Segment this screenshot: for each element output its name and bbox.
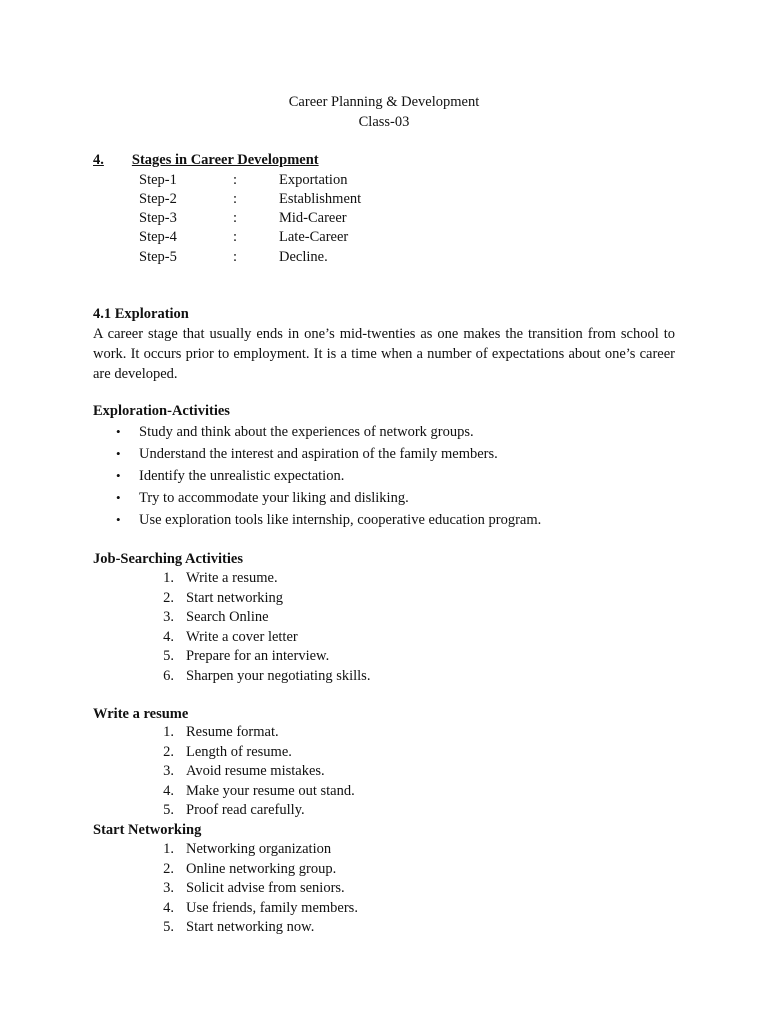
write-resume-heading: Write a resume [93,706,189,722]
bullet-icon: • [116,424,121,439]
step-label: Step-4 [139,229,177,245]
step-separator: : [233,229,238,245]
step-name: Decline. [279,249,328,265]
step-row [0,228,768,247]
section-number: 4. Stages in Career Development [93,152,319,168]
step-label: Step-5 [139,249,177,265]
start-networking-heading: Start Networking [93,822,202,838]
step-separator: : [233,172,238,188]
step-name: Late-Career [279,229,349,245]
bullet-icon: • [116,490,121,505]
step-label: Step-3 [139,210,177,226]
step-row [0,248,768,267]
section-heading: Stages in Career Development [131,152,319,168]
step-label: Step-1 [139,172,177,188]
step-row [0,171,768,190]
step-label: Step-2 [139,191,177,207]
document-page: Career Planning & Development Class-03 4. Stages in Career Development Step-1 : Exportation Step-2 : Establishment Step-3 : Mid-Career Step-4 : Late-Career Step-5 : Decline. 4.1 Exploration A career stage that usually ends in one’s mid-twenties as one makes the transition from school to work. It occurs prior to employment. It is a time when a number of expectations about one’s career are developed. Exploration-Activities • Study and think about the experiences of network groups. • Understand the interest and aspiration of the family members. • Identify the unrealistic expectation. • Try to accommodate your liking and disliking. • Use exploration tools like internship, cooperative education program. Job-Searching Activities 1. Write a resume. 2. Start networking 3. Search Online 4. Write a cover letter 5. Prepare for an interview. 6. Sharpen your negotiating skills. Write a resume 1. Resume format. 2. Length of resume. 3. Avoid resume mistakes. 4. Make your resume out stand. 5. Proof read carefully. Start Networking 1. Networking organization 2. Online networking group. 3. Solicit advise from seniors. 4. Use friends, family members. 5. Start networking now. [0,0,768,1024]
exploration-activities-heading: Exploration-Activities [93,403,230,419]
step-row [0,209,768,228]
step-separator: : [233,249,238,265]
document-title: Career Planning & Development [288,94,480,110]
step-separator: : [233,191,238,207]
step-name: Mid-Career [279,210,347,226]
step-name: Establishment [279,191,362,207]
bullet-icon: • [116,468,121,483]
bullet-icon: • [116,446,121,461]
document-subtitle: Class-03 [358,114,410,130]
exploration-heading: 4.1 Exploration [93,306,189,322]
step-name: Exportation [279,172,348,188]
step-row [0,190,768,209]
job-searching-heading: Job-Searching Activities [93,551,243,567]
exploration-paragraph: A career stage that usually ends in one’s mid-twenties as one makes the transition from school to work. It occurs prior to employment. It is a time when a number of expectations about one’s career are developed. [93,326,675,382]
bullet-icon: • [116,512,121,527]
step-separator: : [233,210,238,226]
